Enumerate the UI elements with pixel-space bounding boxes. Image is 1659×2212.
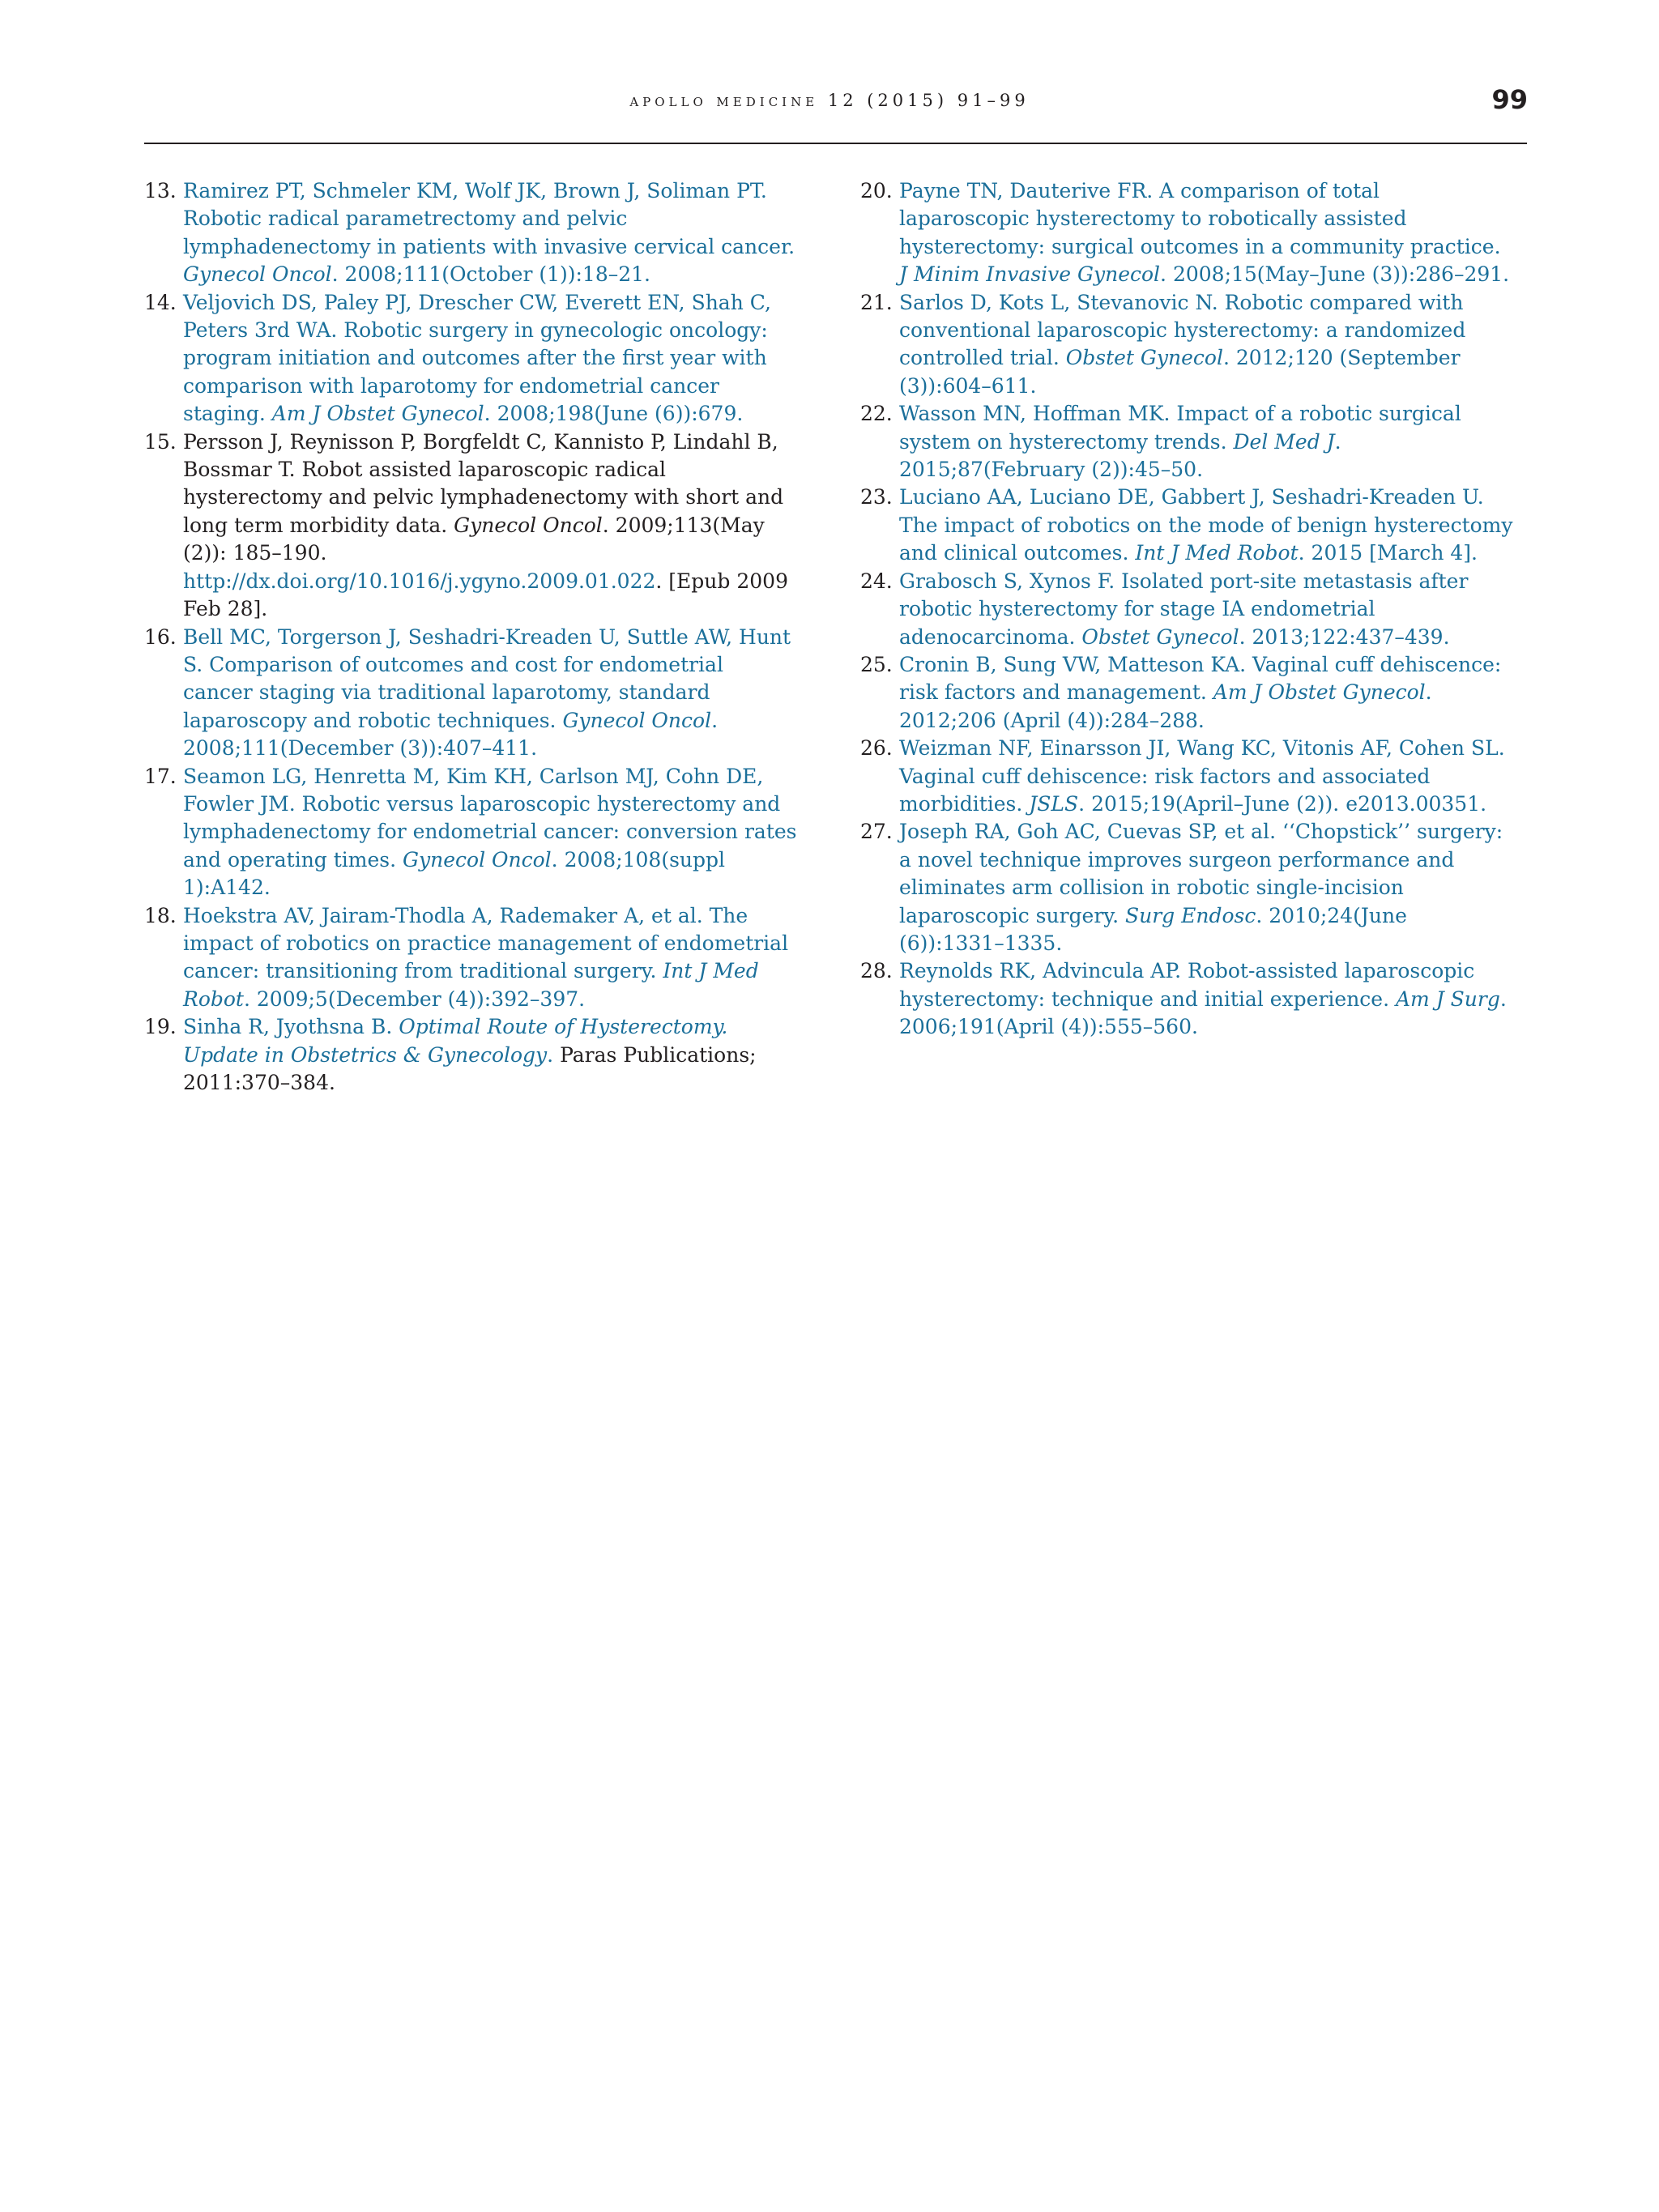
reference-item [144,289,797,428]
reference-item [144,428,797,624]
reference-number: 15. [144,429,177,454]
reference-text [899,484,1513,567]
reference-text [183,289,797,428]
reference-link[interactable]: . 2008;108(suppl 1):A142. [183,847,726,900]
journal-title[interactable]: Am J Surg [1396,987,1500,1011]
references-left-column [144,177,797,1097]
reference-link[interactable]: Cronin B, Sung VW, Matteson KA. Vaginal cuff dehiscence: risk factors and management. [899,652,1502,705]
reference-item [144,177,797,289]
reference-number: 28. [860,959,893,983]
reference-item [860,651,1513,735]
journal-title[interactable]: Gynecol Oncol [403,847,552,872]
reference-link[interactable]: . 2015 [March 4]. [1298,541,1478,565]
reference-item [860,289,1513,401]
reference-text [183,902,797,1014]
reference-text [899,651,1513,735]
page-number: 99 [1491,84,1528,115]
reference-number: 13. [144,179,177,202]
reference-text [183,428,797,624]
reference-link[interactable]: . 2008;15(May–June (3)):286–291. [1160,262,1510,287]
reference-number: 26. [860,736,893,761]
reference-text [183,1013,797,1097]
reference-number: 22. [860,402,893,426]
journal-title[interactable]: Int J Med Robot [1135,541,1299,565]
journal-title[interactable]: Gynecol Oncol [562,708,712,732]
journal-title[interactable]: Surg Endosc [1124,903,1256,927]
reference-plain-text: . 2009;113(May (2)): 185–190. [183,513,765,565]
reference-link[interactable]: Hoekstra AV, Jairam-Thodla A, Rademaker A, et al. The impact of robotics on practice management of endometrial cancer: transitioning from traditional surgery. [183,903,789,983]
reference-plain-text: . [Epub 2009 Feb 28]. [183,569,788,621]
reference-link[interactable]: http://dx.doi.org/10.1016/j.ygyno.2009.01.022 [183,569,656,593]
journal-title: Gynecol Oncol [454,513,603,537]
journal-title[interactable]: Int J Med Robot [183,959,759,1011]
reference-number: 20. [860,179,893,202]
reference-link[interactable]: Payne TN, Dauterive FR. A comparison of total laparoscopic hysterectomy to robotically assisted hysterectomy: surgical outcomes in a community practice. [899,179,1501,258]
reference-number: 21. [860,290,893,314]
reference-link[interactable]: Luciano AA, Luciano DE, Gabbert J, Seshadri-Kreaden U. The impact of robotics on the mode of benign hysterectomy and clinical outcomes. [899,485,1513,565]
reference-link[interactable]: . 2008;111(December (3)):407–411. [183,708,719,761]
reference-link[interactable]: . 2015;19(April–June (2)). e2013.00351. [1078,791,1487,816]
running-head: apollo medicine 12 (2015) 91–99 [629,91,1030,110]
reference-number: 14. [144,290,177,314]
reference-link[interactable]: . 2010;24(June (6)):1331–1335. [899,903,1407,955]
reference-link[interactable]: Sinha R, Jyothsna B. [183,1015,399,1039]
reference-text [899,177,1513,289]
reference-item [860,735,1513,818]
reference-plain-text: Paras Publications; 2011:370–384. [183,1042,757,1094]
reference-text [183,177,797,289]
reference-item [144,624,797,763]
journal-title[interactable]: JSLS [1029,791,1079,816]
reference-link[interactable]: . 2009;5(December (4)):392–397. [243,987,586,1011]
reference-item [860,400,1513,484]
reference-number: 17. [144,764,177,788]
reference-plain-text: Persson J, Reynisson P, Borgfeldt C, Kannisto P, Lindahl B, Bossmar T. Robot assisted laparoscopic radical hysterectomy and pelvic lymphadenectomy with short and long term morbidity data. [183,429,784,537]
reference-link[interactable]: Grabosch S, Xynos F. Isolated port-site metastasis after robotic hysterectomy for stage IA endometrial adenocarcinoma. [899,569,1469,649]
reference-number: 16. [144,624,177,649]
reference-link[interactable]: Weizman NF, Einarsson JI, Wang KC, Vitonis AF, Cohen SL. Vaginal cuff dehiscence: risk factors and associated morbidities. [899,736,1505,816]
reference-link[interactable]: Bell MC, Torgerson J, Seshadri-Kreaden U, Suttle AW, Hunt S. Comparison of outcomes and cost for endometrial cancer staging via traditional laparotomy, standard laparoscopy and robotic techniques. [183,624,791,732]
journal-title[interactable]: Am J Obstet Gynecol [1213,680,1426,705]
reference-number: 24. [860,569,893,593]
reference-link[interactable]: Veljovich DS, Paley PJ, Drescher CW, Everett EN, Shah C, Peters 3rd WA. Robotic surgery in gynecologic oncology: program initiation and outcomes after the first year with comparison with laparotomy for endometrial cancer staging. [183,290,771,426]
reference-text [899,568,1513,651]
reference-item [144,902,797,1014]
reference-number: 25. [860,652,893,676]
reference-link[interactable]: Ramirez PT, Schmeler KM, Wolf JK, Brown J, Soliman PT. Robotic radical parametrectomy and pelvic lymphadenectomy in patients with invasive cervical cancer. [183,179,795,258]
reference-link[interactable]: Seamon LG, Henretta M, Kim KH, Carlson MJ, Cohn DE, Fowler JM. Robotic versus laparoscopic hysterectomy and lymphadenectomy for endometrial cancer: conversion rates and operating times. [183,764,797,872]
journal-title[interactable]: Optimal Route of Hysterectomy. Update in Obstetrics & Gynecology [183,1015,728,1067]
reference-text [899,957,1513,1041]
journal-title[interactable]: Am J Obstet Gynecol [271,402,484,426]
reference-link[interactable]: Wasson MN, Hoffman MK. Impact of a robotic surgical system on hysterectomy trends. [899,402,1461,454]
reference-link[interactable]: . 2012;120 (September (3)):604–611. [899,346,1461,398]
reference-link[interactable]: . [547,1042,561,1067]
reference-text [183,624,797,763]
reference-number: 19. [144,1015,177,1039]
reference-text [899,400,1513,484]
reference-link[interactable]: . 2013;122:437–439. [1239,624,1450,649]
journal-title[interactable]: Gynecol Oncol [183,262,332,287]
reference-link[interactable]: . 2015;87(February (2)):45–50. [899,429,1341,482]
reference-link[interactable]: Reynolds RK, Advincula AP. Robot-assisted laparoscopic hysterectomy: technique and initial experience. [899,959,1475,1011]
reference-link[interactable]: . 2006;191(April (4)):555–560. [899,987,1507,1039]
journal-title[interactable]: Del Med J [1233,429,1335,454]
journal-title[interactable]: Obstet Gynecol [1065,346,1223,370]
reference-link[interactable]: Sarlos D, Kots L, Stevanovic N. Robotic compared with conventional laparoscopic hysterectomy: a randomized controlled trial. [899,290,1466,370]
references-right-column [860,177,1513,1042]
reference-item [144,763,797,902]
reference-text [899,818,1513,957]
reference-item [860,177,1513,289]
journal-title[interactable]: J Minim Invasive Gynecol [899,262,1161,287]
reference-number: 18. [144,903,177,927]
journal-title[interactable]: Obstet Gynecol [1081,624,1239,649]
reference-link[interactable]: . 2008;111(October (1)):18–21. [331,262,650,287]
reference-link[interactable]: . 2008;198(June (6)):679. [484,402,744,426]
reference-item [860,484,1513,567]
reference-text [899,735,1513,818]
reference-number: 27. [860,820,893,844]
reference-link[interactable]: . 2012;206 (April (4)):284–288. [899,680,1432,732]
reference-number: 23. [860,485,893,509]
header-rule [144,143,1527,144]
reference-item [860,568,1513,651]
reference-text [899,289,1513,401]
reference-item [860,957,1513,1041]
reference-text [183,763,797,902]
reference-item [860,818,1513,957]
reference-link[interactable]: Joseph RA, Goh AC, Cuevas SP, et al. ‘‘Chopstick’’ surgery: a novel technique improves surgeon performance and eliminates arm collision in robotic single-incision laparoscopic surgery. [899,820,1503,927]
reference-item [144,1013,797,1097]
